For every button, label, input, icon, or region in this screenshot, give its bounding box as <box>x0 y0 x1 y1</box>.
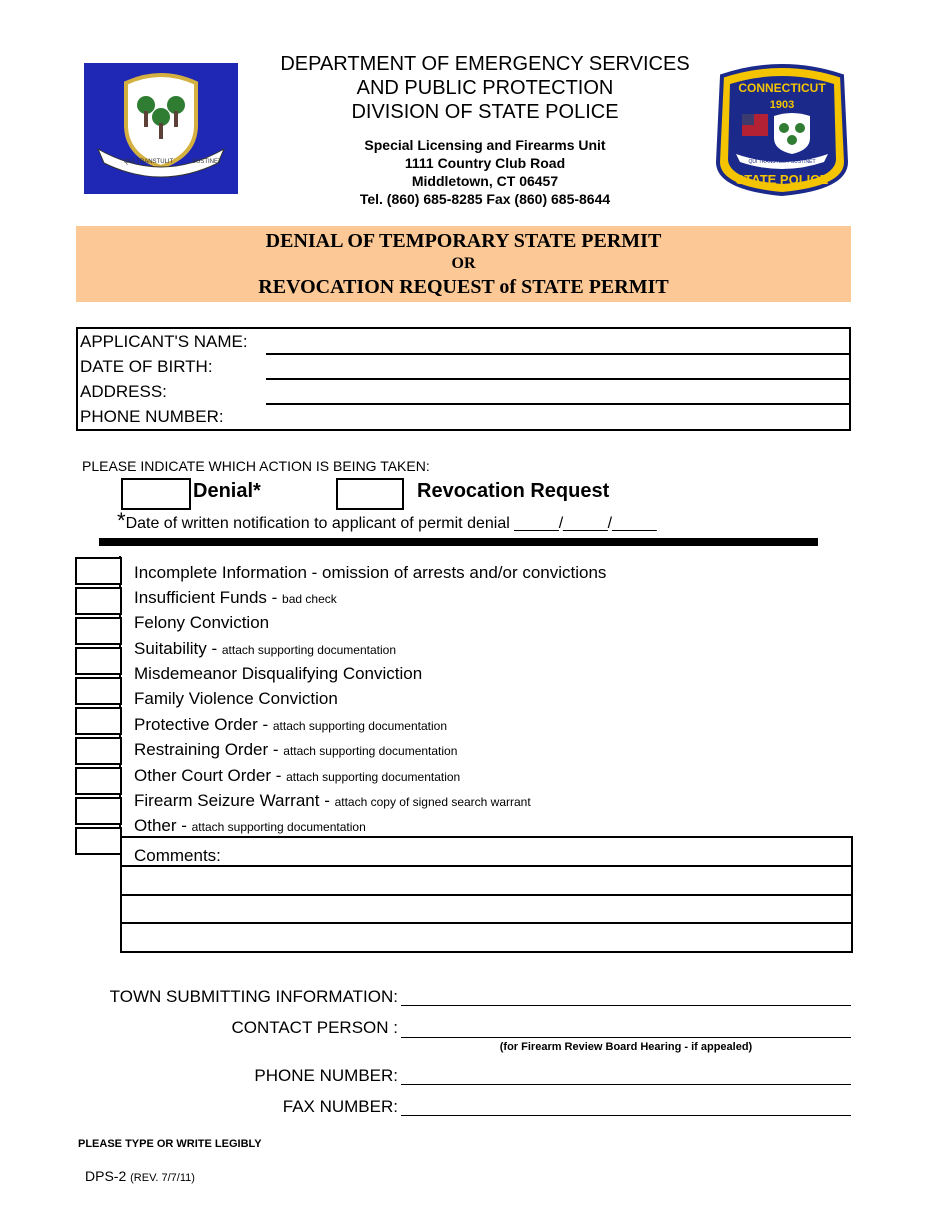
comments-line-3[interactable] <box>122 922 851 924</box>
applicant-phone-label: PHONE NUMBER: <box>80 407 224 426</box>
form-number: DPS-2 <box>85 1168 127 1184</box>
reason-checkbox-felony[interactable] <box>75 617 122 645</box>
seal-year-text: 1903 <box>769 99 795 111</box>
form-id <box>85 1168 195 1184</box>
comments-line-2[interactable] <box>122 894 851 896</box>
title-line-3: REVOCATION REQUEST of STATE PERMIT <box>258 276 669 298</box>
department-line-2: AND PUBLIC PROTECTION <box>356 77 614 99</box>
department-line-1: DEPARTMENT OF EMERGENCY SERVICES <box>280 53 690 75</box>
denial-label: Denial* <box>193 480 261 502</box>
seal-top-text: CONNECTICUT <box>738 81 826 95</box>
section-divider <box>99 538 818 546</box>
reason-suitability: Suitability - attach supporting documentation <box>134 639 396 658</box>
reason-checkbox-insufficient-funds[interactable] <box>75 587 122 615</box>
seal-bottom-text: STATE POLICE <box>735 172 829 187</box>
reason-other: Other - attach supporting documentation <box>134 816 366 835</box>
unit-contact-block <box>250 136 720 208</box>
submitter-phone-field[interactable] <box>401 1084 851 1085</box>
fax-field[interactable] <box>401 1115 851 1116</box>
reason-insufficient-funds: Insufficient Funds - bad check <box>134 588 337 607</box>
reason-checkbox-other-court-order[interactable] <box>75 797 122 825</box>
revocation-label: Revocation Request <box>417 480 610 502</box>
department-line-3: DIVISION OF STATE POLICE <box>351 101 619 123</box>
title-line-2: OR <box>451 255 476 272</box>
address-label: ADDRESS: <box>80 382 167 401</box>
form-revision: (REV. 7/7/11) <box>130 1172 195 1184</box>
date-of-birth-label: DATE OF BIRTH: <box>80 357 213 376</box>
denial-checkbox[interactable] <box>121 478 191 510</box>
reason-checkbox-seizure-warrant[interactable] <box>75 827 122 855</box>
town-label: TOWN SUBMITTING INFORMATION: <box>109 987 398 1006</box>
department-heading <box>250 52 720 124</box>
legibility-note: PLEASE TYPE OR WRITE LEGIBLY <box>78 1138 262 1150</box>
reason-checkbox-family-violence[interactable] <box>75 707 122 735</box>
applicant-info-box <box>76 327 851 431</box>
flag-banner-text: SUSTINET <box>192 159 222 165</box>
reason-felony-conviction: Felony Conviction <box>134 613 270 632</box>
unit-name: Special Licensing and Firearms Unit <box>364 137 606 153</box>
town-field[interactable] <box>401 1005 851 1006</box>
reason-checkbox-restraining-order[interactable] <box>75 767 122 795</box>
applicant-name-label: APPLICANT'S NAME: <box>80 332 248 351</box>
revocation-checkbox[interactable] <box>336 478 404 510</box>
contact-person-label: CONTACT PERSON : <box>231 1018 398 1037</box>
contact-person-field[interactable] <box>401 1037 851 1038</box>
fax-label: FAX NUMBER: <box>282 1097 398 1116</box>
flag-motto-text: QUI TRANSTULIT <box>124 159 174 165</box>
reason-checkbox-suitability[interactable] <box>75 647 122 675</box>
submitter-phone-label: PHONE NUMBER: <box>254 1066 398 1085</box>
seal-ribbon-text: QUI TRANSTULIT SUSTINET <box>748 159 816 165</box>
reason-incomplete-info: Incomplete Information - omission of arrests and/or convictions <box>134 563 607 582</box>
reason-misdemeanor: Misdemeanor Disqualifying Conviction <box>134 664 423 683</box>
note-text: Date of written notification to applicant of permit denial _____/_____/_____ <box>125 515 657 532</box>
unit-phone-fax: Tel. (860) 685-8285 Fax (860) 685-8644 <box>359 191 611 207</box>
reason-seizure-warrant: Firearm Seizure Warrant - attach copy of signed search warrant <box>134 791 531 810</box>
reason-checkbox-protective-order[interactable] <box>75 737 122 765</box>
unit-street: 1111 Country Club Road <box>404 155 566 171</box>
comments-label: Comments: <box>134 846 221 865</box>
reason-checkbox-misdemeanor[interactable] <box>75 677 122 705</box>
denial-notification-date <box>117 508 657 534</box>
hearing-note: (for Firearm Review Board Hearing - if appealed) <box>499 1041 753 1053</box>
title-line-1: DENIAL OF TEMPORARY STATE PERMIT <box>265 230 662 252</box>
form-title-band <box>76 226 851 302</box>
reason-family-violence: Family Violence Conviction <box>134 689 338 708</box>
note-asterisk: * <box>117 508 126 533</box>
comments-box <box>120 836 853 953</box>
state-police-seal <box>712 62 852 196</box>
unit-city: Middletown, CT 06457 <box>411 173 559 189</box>
reason-other-court-order: Other Court Order - attach supporting documentation <box>134 766 461 785</box>
comments-line-1[interactable] <box>122 865 851 867</box>
action-instruction: PLEASE INDICATE WHICH ACTION IS BEING TAKEN: <box>82 458 430 474</box>
reason-checkbox-incomplete-info[interactable] <box>75 557 122 585</box>
reason-protective-order: Protective Order - attach supporting documentation <box>134 715 447 734</box>
state-police-badge-icon <box>712 62 852 196</box>
reason-restraining-order: Restraining Order - attach supporting documentation <box>134 740 458 759</box>
state-coat-of-arms-icon <box>84 63 238 194</box>
connecticut-flag <box>84 63 238 194</box>
